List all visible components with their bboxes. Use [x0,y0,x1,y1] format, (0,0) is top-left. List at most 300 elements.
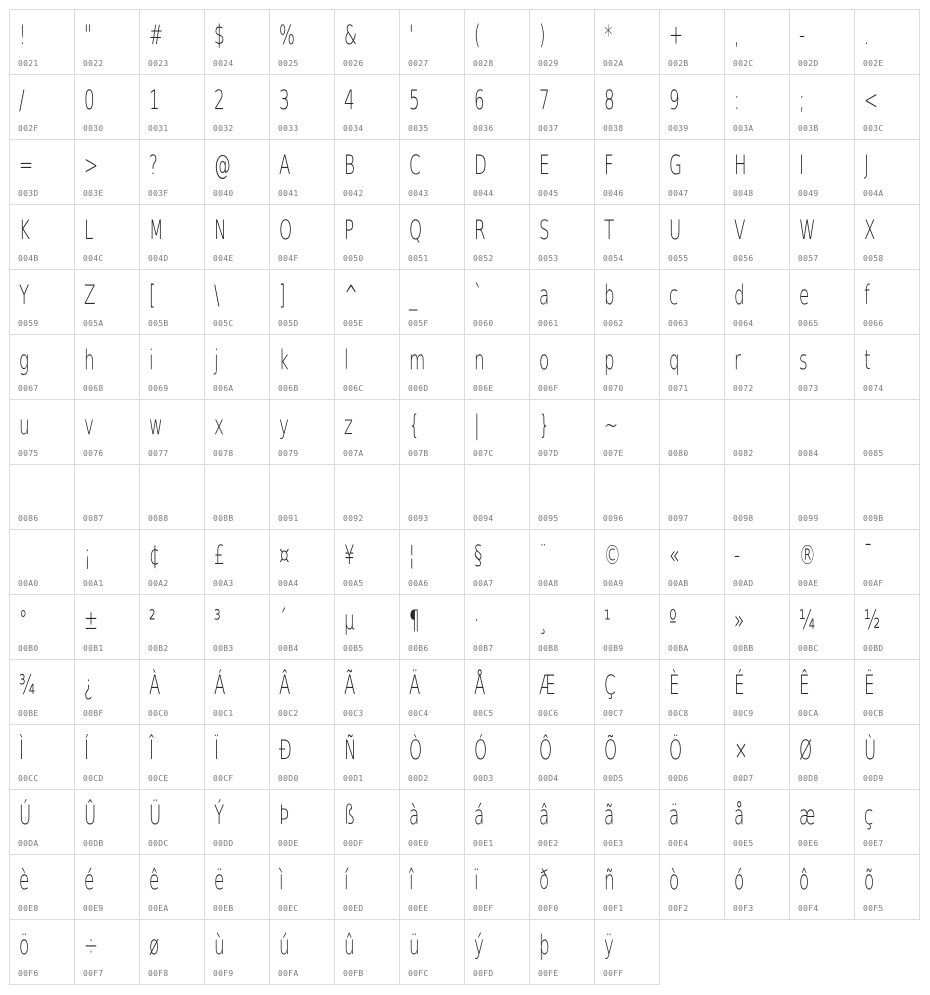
glyph-sample: i [149,345,154,376]
glyph-sample: Ø [799,735,813,766]
glyph-cell [204,659,270,725]
glyph-codepoint: 0093 [408,514,429,523]
glyph-cell [204,464,270,530]
glyph-codepoint: 0076 [83,449,104,458]
glyph-sample: ö [19,930,30,961]
glyph-cell [529,854,595,920]
glyph-codepoint: 0038 [603,124,624,133]
glyph-sample: c [669,280,679,311]
glyph-sample: ¯ [864,540,873,571]
glyph-sample: J [864,150,869,181]
glyph-codepoint: 0095 [538,514,559,523]
glyph-codepoint: 0060 [473,319,494,328]
glyph-cell [594,9,660,75]
glyph-sample: t [864,345,871,376]
glyph-codepoint: 00EA [148,904,169,913]
glyph-sample: Å [474,670,486,701]
glyph-codepoint: 003F [148,189,169,198]
glyph-sample: - [734,540,741,571]
glyph-cell [789,464,855,530]
glyph-codepoint: 00A4 [278,579,299,588]
glyph-cell [269,139,335,205]
glyph-codepoint: 00C1 [213,709,234,718]
glyph-cell [594,789,660,855]
glyph-sample: F [604,150,614,181]
glyph-cell [139,464,205,530]
glyph-sample: Â [279,670,291,701]
glyph-cell [74,919,140,985]
glyph-cell [529,724,595,790]
glyph-codepoint: 00B4 [278,644,299,653]
glyph-codepoint: 00C2 [278,709,299,718]
glyph-codepoint: 0073 [798,384,819,393]
glyph-cell [334,9,400,75]
glyph-codepoint: 007D [538,449,559,458]
glyph-cell [724,464,790,530]
glyph-cell [594,724,660,790]
glyph-codepoint: 0058 [863,254,884,263]
glyph-codepoint: 00AE [798,579,819,588]
glyph-codepoint: 007A [343,449,364,458]
glyph-codepoint: 0075 [18,449,39,458]
glyph-sample: Þ [279,800,290,831]
glyph-sample: ¡ [84,540,91,571]
glyph-sample: a [539,280,550,311]
glyph-codepoint: 0053 [538,254,559,263]
glyph-cell [854,854,920,920]
glyph-sample: Ê [799,670,810,701]
glyph-sample: } [539,410,550,441]
glyph-sample: ¦ [409,540,415,571]
glyph-codepoint: 0061 [538,319,559,328]
glyph-codepoint: 0098 [733,514,754,523]
glyph-cell [464,919,530,985]
glyph-cell [139,334,205,400]
glyph-cell [659,789,725,855]
glyph-sample: n [474,345,485,376]
glyph-codepoint: 0071 [668,384,689,393]
glyph-cell [659,464,725,530]
glyph-codepoint: 0068 [83,384,104,393]
glyph-sample: k [279,345,289,376]
glyph-cell [789,334,855,400]
glyph-sample: 6 [474,85,485,116]
glyph-codepoint: 00E2 [538,839,559,848]
glyph-cell [74,399,140,465]
glyph-sample: 0 [84,85,95,116]
glyph-codepoint: 00F6 [18,969,39,978]
glyph-cell [269,464,335,530]
glyph-sample: { [409,410,420,441]
glyph-sample: , [734,20,740,51]
glyph-codepoint: 007B [408,449,429,458]
glyph-codepoint: 00AB [668,579,689,588]
glyph-codepoint: 00C3 [343,709,364,718]
glyph-sample: : [734,85,740,116]
glyph-codepoint: 0023 [148,59,169,68]
glyph-sample: æ [799,800,816,831]
glyph-codepoint: 00F4 [798,904,819,913]
glyph-cell [74,74,140,140]
glyph-sample: ' [409,20,414,51]
glyph-cell [464,659,530,725]
glyph-codepoint: 005F [408,319,429,328]
glyph-sample: G [669,150,682,181]
glyph-cell [269,854,335,920]
glyph-codepoint: 005E [343,319,364,328]
glyph-cell [74,464,140,530]
glyph-cell [139,659,205,725]
glyph-codepoint: 005C [213,319,234,328]
glyph-codepoint: 007E [603,449,624,458]
glyph-cell [139,74,205,140]
glyph-codepoint: 00D1 [343,774,364,783]
glyph-cell [464,204,530,270]
glyph-codepoint: 00F3 [733,904,754,913]
glyph-sample: q [669,345,680,376]
glyph-sample: ¶ [409,605,420,636]
glyph-cell [334,659,400,725]
glyph-codepoint: 00CB [863,709,884,718]
glyph-cell [464,9,530,75]
glyph-sample: ³ [214,605,221,636]
glyph-cell [334,919,400,985]
glyph-codepoint: 008B [213,514,234,523]
glyph-sample: W [799,215,816,246]
glyph-codepoint: 0054 [603,254,624,263]
glyph-sample: 5 [409,85,420,116]
glyph-sample: p [604,345,615,376]
glyph-codepoint: 00FB [343,969,364,978]
glyph-grid [9,9,920,984]
glyph-sample: O [279,215,293,246]
glyph-sample: ú [279,930,290,961]
glyph-cell [659,594,725,660]
glyph-sample: ¿ [84,670,93,701]
glyph-codepoint: 00FE [538,969,559,978]
glyph-sample: % [279,20,295,51]
glyph-cell [204,919,270,985]
glyph-cell [269,789,335,855]
glyph-cell [659,334,725,400]
glyph-sample: î [409,865,414,896]
glyph-cell [659,659,725,725]
glyph-sample: o [539,345,550,376]
glyph-sample: ð [539,865,550,896]
glyph-codepoint: 00D2 [408,774,429,783]
glyph-sample: \ [214,280,220,311]
glyph-cell [139,724,205,790]
glyph-cell [594,529,660,595]
glyph-sample: j [214,345,219,376]
glyph-cell [529,204,595,270]
glyph-cell [399,789,465,855]
glyph-cell [204,139,270,205]
glyph-codepoint: 00A6 [408,579,429,588]
glyph-codepoint: 004D [148,254,169,263]
glyph-cell [724,594,790,660]
glyph-sample: ´ [279,605,288,636]
glyph-cell [204,529,270,595]
glyph-cell [9,269,75,335]
glyph-cell [529,334,595,400]
glyph-codepoint: 00B2 [148,644,169,653]
glyph-codepoint: 004F [278,254,299,263]
glyph-cell [204,269,270,335]
glyph-sample: é [84,865,95,896]
glyph-sample: ½ [864,605,881,636]
glyph-codepoint: 00F2 [668,904,689,913]
glyph-codepoint: 00B6 [408,644,429,653]
glyph-sample: Ò [409,735,423,766]
glyph-cell [204,594,270,660]
glyph-cell [269,74,335,140]
glyph-sample: ¤ [279,540,290,571]
glyph-codepoint: 00C9 [733,709,754,718]
glyph-codepoint: 0086 [18,514,39,523]
glyph-cell [659,9,725,75]
glyph-codepoint: 00E7 [863,839,884,848]
glyph-cell [594,399,660,465]
glyph-sample: / [19,85,25,116]
glyph-cell [139,9,205,75]
glyph-sample: Ó [474,735,488,766]
glyph-cell [464,399,530,465]
glyph-cell [789,204,855,270]
glyph-cell [139,854,205,920]
glyph-sample: g [19,345,30,376]
glyph-cell [204,74,270,140]
glyph-codepoint: 00DE [278,839,299,848]
glyph-codepoint: 00D5 [603,774,624,783]
glyph-codepoint: 006A [213,384,234,393]
glyph-sample: Ì [19,735,24,766]
glyph-codepoint: 0056 [733,254,754,263]
glyph-codepoint: 003C [863,124,884,133]
glyph-sample: " [84,20,92,51]
glyph-codepoint: 0027 [408,59,429,68]
glyph-sample: E [539,150,550,181]
glyph-cell [139,399,205,465]
glyph-sample: ¢ [149,540,160,571]
glyph-codepoint: 0035 [408,124,429,133]
glyph-sample: ^ [344,280,359,311]
glyph-sample: f [864,280,870,311]
glyph-sample: û [344,930,355,961]
glyph-codepoint: 00E3 [603,839,624,848]
glyph-cell [9,334,75,400]
glyph-cell [854,334,920,400]
glyph-cell [594,464,660,530]
glyph-cell [9,204,75,270]
glyph-cell [9,139,75,205]
glyph-codepoint: 00A7 [473,579,494,588]
glyph-codepoint: 00AD [733,579,754,588]
glyph-codepoint: 0024 [213,59,234,68]
glyph-codepoint: 0091 [278,514,299,523]
glyph-sample: Ï [214,735,219,766]
glyph-codepoint: 00D9 [863,774,884,783]
glyph-cell [789,594,855,660]
glyph-sample: ¨ [539,540,548,571]
glyph-codepoint: 00DC [148,839,169,848]
glyph-codepoint: 0092 [343,514,364,523]
glyph-codepoint: 00DB [83,839,104,848]
glyph-sample: ï [474,865,479,896]
glyph-codepoint: 0031 [148,124,169,133]
glyph-cell [334,789,400,855]
glyph-cell [594,854,660,920]
glyph-codepoint: 006F [538,384,559,393]
glyph-cell [724,334,790,400]
glyph-cell [399,724,465,790]
glyph-cell [594,334,660,400]
glyph-codepoint: 0074 [863,384,884,393]
glyph-sample: É [734,670,745,701]
glyph-codepoint: 002C [733,59,754,68]
glyph-cell [9,464,75,530]
glyph-codepoint: 002D [798,59,819,68]
glyph-cell [74,139,140,205]
glyph-cell [789,854,855,920]
glyph-sample: Ý [214,800,225,831]
glyph-codepoint: 006D [408,384,429,393]
glyph-codepoint: 0045 [538,189,559,198]
glyph-sample: µ [344,605,355,636]
glyph-codepoint: 007C [473,449,494,458]
glyph-cell [464,334,530,400]
glyph-cell [334,854,400,920]
glyph-cell [789,139,855,205]
glyph-sample: ¾ [19,670,36,701]
glyph-sample: ò [669,865,680,896]
glyph-cell [594,919,660,985]
glyph-codepoint: 00B5 [343,644,364,653]
glyph-codepoint: 0041 [278,189,299,198]
glyph-sample: * [604,20,613,51]
glyph-sample: @ [214,150,231,181]
glyph-sample: ¹ [604,605,611,636]
glyph-codepoint: 0025 [278,59,299,68]
glyph-sample: ã [604,800,615,831]
glyph-cell [529,9,595,75]
glyph-sample: Ö [669,735,683,766]
glyph-codepoint: 003B [798,124,819,133]
glyph-cell [399,204,465,270]
glyph-sample: £ [214,540,225,571]
glyph-cell [789,789,855,855]
glyph-codepoint: 00CD [83,774,104,783]
glyph-cell [399,139,465,205]
glyph-codepoint: 0037 [538,124,559,133]
glyph-cell [789,659,855,725]
glyph-sample: ± [84,605,99,636]
glyph-sample: ß [344,800,356,831]
glyph-cell [789,74,855,140]
glyph-sample: S [539,215,550,246]
glyph-codepoint: 00E8 [18,904,39,913]
glyph-cell [204,9,270,75]
glyph-codepoint: 00FF [603,969,624,978]
glyph-codepoint: 00BF [83,709,104,718]
glyph-cell [659,854,725,920]
glyph-codepoint: 00B9 [603,644,624,653]
glyph-cell [74,854,140,920]
glyph-codepoint: 00C6 [538,709,559,718]
glyph-sample: Ù [864,735,877,766]
glyph-cell [74,659,140,725]
glyph-sample: V [734,215,746,246]
glyph-cell [724,9,790,75]
glyph-cell [139,919,205,985]
glyph-cell [724,204,790,270]
glyph-codepoint: 00C0 [148,709,169,718]
glyph-cell [139,529,205,595]
glyph-sample: D [474,150,487,181]
glyph-sample: × [734,735,749,766]
glyph-sample: r [734,345,741,376]
glyph-cell [9,789,75,855]
glyph-sample: 7 [539,85,550,116]
glyph-codepoint: 00FC [408,969,429,978]
glyph-cell [399,334,465,400]
glyph-sample: ü [409,930,420,961]
glyph-cell [204,724,270,790]
glyph-sample: Ú [19,800,32,831]
glyph-cell [659,74,725,140]
glyph-codepoint: 00EE [408,904,429,913]
glyph-codepoint: 0067 [18,384,39,393]
glyph-cell [334,269,400,335]
glyph-cell [464,139,530,205]
glyph-codepoint: 005D [278,319,299,328]
glyph-cell [854,74,920,140]
glyph-sample: 8 [604,85,615,116]
glyph-cell [854,139,920,205]
glyph-cell [74,529,140,595]
glyph-codepoint: 00F8 [148,969,169,978]
glyph-sample: Z [84,280,96,311]
glyph-codepoint: 005B [148,319,169,328]
glyph-sample: Ä [409,670,421,701]
glyph-cell [9,74,75,140]
glyph-codepoint: 0079 [278,449,299,458]
glyph-codepoint: 0063 [668,319,689,328]
glyph-sample: ÷ [84,930,99,961]
glyph-cell [854,594,920,660]
glyph-codepoint: 00CE [148,774,169,783]
glyph-cell [659,529,725,595]
glyph-codepoint: 00BE [18,709,39,718]
glyph-cell [269,659,335,725]
glyph-cell [659,139,725,205]
glyph-sample: º [669,605,677,636]
glyph-sample: P [344,215,355,246]
glyph-cell [334,594,400,660]
glyph-codepoint: 0085 [863,449,884,458]
glyph-codepoint: 003D [18,189,39,198]
glyph-sample: Đ [279,735,292,766]
glyph-sample: M [149,215,164,246]
glyph-cell [334,724,400,790]
glyph-codepoint: 00D3 [473,774,494,783]
glyph-codepoint: 00EF [473,904,494,913]
glyph-sample: ¼ [799,605,816,636]
glyph-sample: â [539,800,550,831]
glyph-sample: þ [539,930,550,961]
glyph-sample: Æ [539,670,556,701]
glyph-cell [399,9,465,75]
